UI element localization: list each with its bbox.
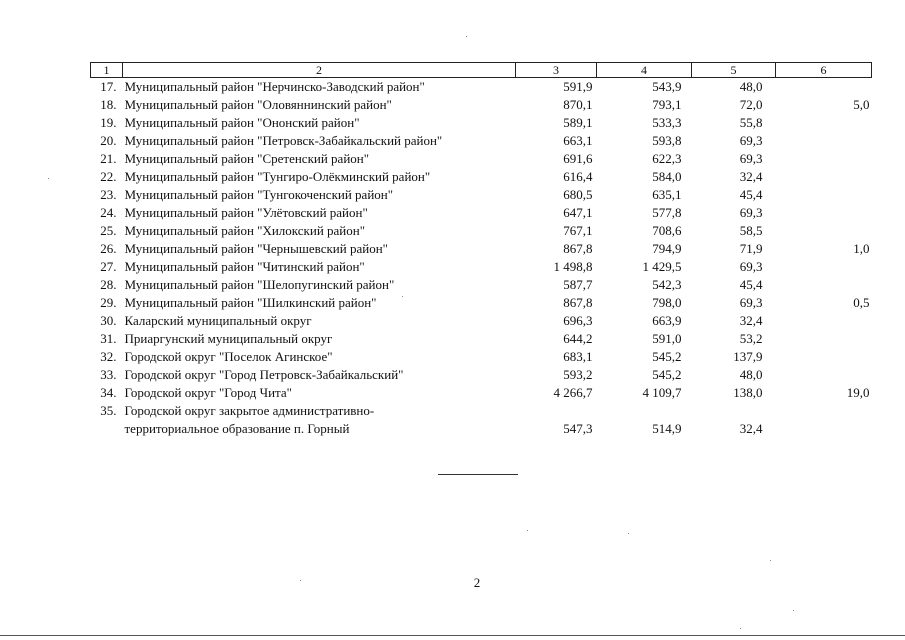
row-col-5: 69,3	[739, 295, 763, 310]
table-row	[91, 348, 872, 366]
row-col-3: 683,1	[563, 349, 593, 364]
row-col-4: 793,1	[652, 97, 682, 112]
row-col-6	[776, 258, 872, 276]
empty-cell	[597, 402, 692, 420]
row-col-6	[776, 420, 872, 438]
empty-cell	[776, 402, 872, 420]
row-number: 23.	[100, 187, 117, 202]
row-name-line1: Городской округ закрытое административно-	[124, 403, 375, 418]
scan-speck	[466, 36, 467, 37]
row-name: Городской округ "Поселок Агинское"	[124, 349, 333, 364]
row-number: 30.	[100, 313, 117, 328]
row-col-4: 4 109,7	[642, 385, 682, 400]
row-number: 32.	[100, 349, 117, 364]
scan-speck	[527, 530, 528, 531]
table-row	[91, 150, 872, 168]
row-name: Муниципальный район "Тунгокоченский район"	[124, 187, 394, 202]
row-name: Муниципальный район "Читинский район"	[124, 259, 365, 274]
header-col-3: 3	[516, 63, 597, 78]
row-col-3: 593,2	[563, 367, 593, 382]
row-col-6	[776, 150, 872, 168]
scan-speck	[628, 533, 629, 534]
table-body	[91, 78, 872, 439]
header-row	[91, 63, 872, 78]
row-col-6	[776, 276, 872, 294]
row-col-5: 32,4	[739, 169, 763, 184]
row-number: 35.	[100, 403, 117, 418]
row-col-4: 533,3	[652, 115, 682, 130]
row-name: Приаргунский муниципальный округ	[124, 331, 333, 346]
row-number: 26.	[100, 241, 117, 256]
header-col-2: 2	[123, 63, 516, 78]
row-col-5: 32,4	[739, 313, 763, 328]
row-col-3: 680,5	[563, 187, 593, 202]
row-col-6	[776, 132, 872, 150]
row-col-6	[776, 366, 872, 384]
row-col-4: 591,0	[652, 331, 682, 346]
header-col-5: 5	[692, 63, 776, 78]
row-col-3: 589,1	[563, 115, 593, 130]
row-col-5: 55,8	[739, 115, 763, 130]
scan-edge-line	[0, 635, 905, 636]
row-col-5: 48,0	[739, 79, 763, 94]
row-name: Муниципальный район "Чернышевский район"	[124, 241, 388, 256]
row-col-5: 58,5	[739, 223, 763, 238]
row-name: Муниципальный район "Сретенский район"	[124, 151, 370, 166]
row-col-3: 644,2	[563, 331, 593, 346]
table-row	[91, 96, 872, 114]
row-name: Муниципальный район "Оловяннинский район"	[124, 97, 392, 112]
row-name: Муниципальный район "Улётовский район"	[124, 205, 368, 220]
row-col-4: 1 429,5	[642, 259, 682, 274]
scan-speck	[740, 628, 741, 629]
header-col-1: 1	[91, 63, 123, 78]
row-name-line2: территориальное образование п. Горный	[124, 421, 350, 436]
row-col-3: 870,1	[563, 97, 593, 112]
empty-cell	[692, 402, 776, 420]
table-row	[91, 222, 872, 240]
row-col-3: 587,7	[563, 277, 593, 292]
row-col-6	[776, 330, 872, 348]
table-row	[91, 132, 872, 150]
row-col-6	[776, 348, 872, 366]
row-col-6	[776, 312, 872, 330]
table-row	[91, 384, 872, 402]
row-col-6	[776, 204, 872, 222]
row-col-5: 71,9	[739, 241, 763, 256]
row-name: Муниципальный район "Шилкинский район"	[124, 295, 377, 310]
row-col-5: 32,4	[739, 421, 763, 436]
table-row	[91, 114, 872, 132]
row-col-3: 767,1	[563, 223, 593, 238]
row-number: 27.	[100, 259, 117, 274]
table-header	[91, 63, 872, 78]
row-col-3: 647,1	[563, 205, 593, 220]
row-col-6: 5,0	[853, 97, 870, 112]
row-col-5: 69,3	[739, 205, 763, 220]
table-row-last-line2	[91, 420, 872, 438]
row-col-6	[776, 222, 872, 240]
header-col-4: 4	[597, 63, 692, 78]
row-col-5: 45,4	[739, 277, 763, 292]
table-row	[91, 330, 872, 348]
table-row	[91, 204, 872, 222]
table-row	[91, 240, 872, 258]
row-number: 22.	[100, 169, 117, 184]
row-name: Муниципальный район "Нерчинско-Заводский район"	[124, 79, 425, 94]
row-number: 34.	[100, 385, 117, 400]
table-row	[91, 168, 872, 186]
row-col-3: 1 498,8	[553, 259, 593, 274]
row-col-3: 691,6	[563, 151, 593, 166]
row-col-5: 137,9	[733, 349, 763, 364]
data-table	[90, 62, 872, 438]
row-col-4: 543,9	[652, 79, 682, 94]
separator-line	[438, 474, 518, 475]
row-col-4: 622,3	[652, 151, 682, 166]
row-col-5: 53,2	[739, 331, 763, 346]
row-name: Городской округ "Город Чита"	[124, 385, 292, 400]
row-number: 19.	[100, 115, 117, 130]
row-col-4: 663,9	[652, 313, 682, 328]
row-number: 33.	[100, 367, 117, 382]
table-row	[91, 78, 872, 97]
row-col-4: 577,8	[652, 205, 682, 220]
table-row	[91, 276, 872, 294]
row-name: Муниципальный район "Петровск-Забайкальский район"	[124, 133, 443, 148]
row-col-6	[776, 114, 872, 132]
row-number: 29.	[100, 295, 117, 310]
row-number: 31.	[100, 331, 117, 346]
row-number: 20.	[100, 133, 117, 148]
row-col-4: 584,0	[652, 169, 682, 184]
row-name: Муниципальный район "Тунгиро-Олёкминский район"	[124, 169, 431, 184]
row-col-3: 867,8	[563, 295, 593, 310]
row-col-4: 545,2	[652, 349, 682, 364]
page-number: 2	[473, 575, 481, 590]
table-row	[91, 366, 872, 384]
row-col-4: 593,8	[652, 133, 682, 148]
row-number: 25.	[100, 223, 117, 238]
row-col-5: 72,0	[739, 97, 763, 112]
row-col-3: 696,3	[563, 313, 593, 328]
row-col-3: 867,8	[563, 241, 593, 256]
row-col-4: 542,3	[652, 277, 682, 292]
scan-speck	[48, 178, 49, 179]
table-row	[91, 312, 872, 330]
row-col-5: 45,4	[739, 187, 763, 202]
scan-speck	[770, 560, 771, 561]
row-col-5: 48,0	[739, 367, 763, 382]
row-col-3: 547,3	[563, 421, 593, 436]
row-number: 28.	[100, 277, 117, 292]
row-name: Каларский муниципальный округ	[124, 313, 312, 328]
table-row	[91, 294, 872, 312]
row-name: Муниципальный район "Шелопугинский район"	[124, 277, 395, 292]
table-row	[91, 258, 872, 276]
row-number: 24.	[100, 205, 117, 220]
table-row	[91, 186, 872, 204]
row-col-3: 616,4	[563, 169, 593, 184]
row-number: 17.	[100, 79, 117, 94]
row-col-6: 0,5	[853, 295, 870, 310]
row-col-5: 69,3	[739, 259, 763, 274]
row-name: Муниципальный район "Хилокский район"	[124, 223, 366, 238]
row-col-5: 138,0	[733, 385, 763, 400]
scan-speck	[793, 610, 794, 611]
empty-cell	[516, 402, 597, 420]
row-col-5: 69,3	[739, 133, 763, 148]
row-col-6	[776, 78, 872, 97]
row-name: Муниципальный район "Ононский район"	[124, 115, 360, 130]
row-col-4: 635,1	[652, 187, 682, 202]
row-col-6	[776, 186, 872, 204]
empty-cell	[91, 420, 123, 438]
row-col-3: 4 266,7	[553, 385, 593, 400]
scan-speck	[300, 580, 301, 581]
row-number: 21.	[100, 151, 117, 166]
row-col-4: 708,6	[652, 223, 682, 238]
row-col-4: 514,9	[652, 421, 682, 436]
header-col-6: 6	[776, 63, 872, 78]
table-row-last-line1	[91, 402, 872, 420]
row-col-6: 19,0	[846, 385, 870, 400]
row-col-3: 663,1	[563, 133, 593, 148]
row-number: 18.	[100, 97, 117, 112]
row-name: Городской округ "Город Петровск-Забайкальский"	[124, 367, 404, 382]
row-col-5: 69,3	[739, 151, 763, 166]
row-col-4: 798,0	[652, 295, 682, 310]
row-col-3: 591,9	[563, 79, 593, 94]
scan-speck	[402, 296, 403, 297]
row-col-4: 545,2	[652, 367, 682, 382]
row-col-6	[776, 168, 872, 186]
row-col-4: 794,9	[652, 241, 682, 256]
row-col-6: 1,0	[853, 241, 870, 256]
